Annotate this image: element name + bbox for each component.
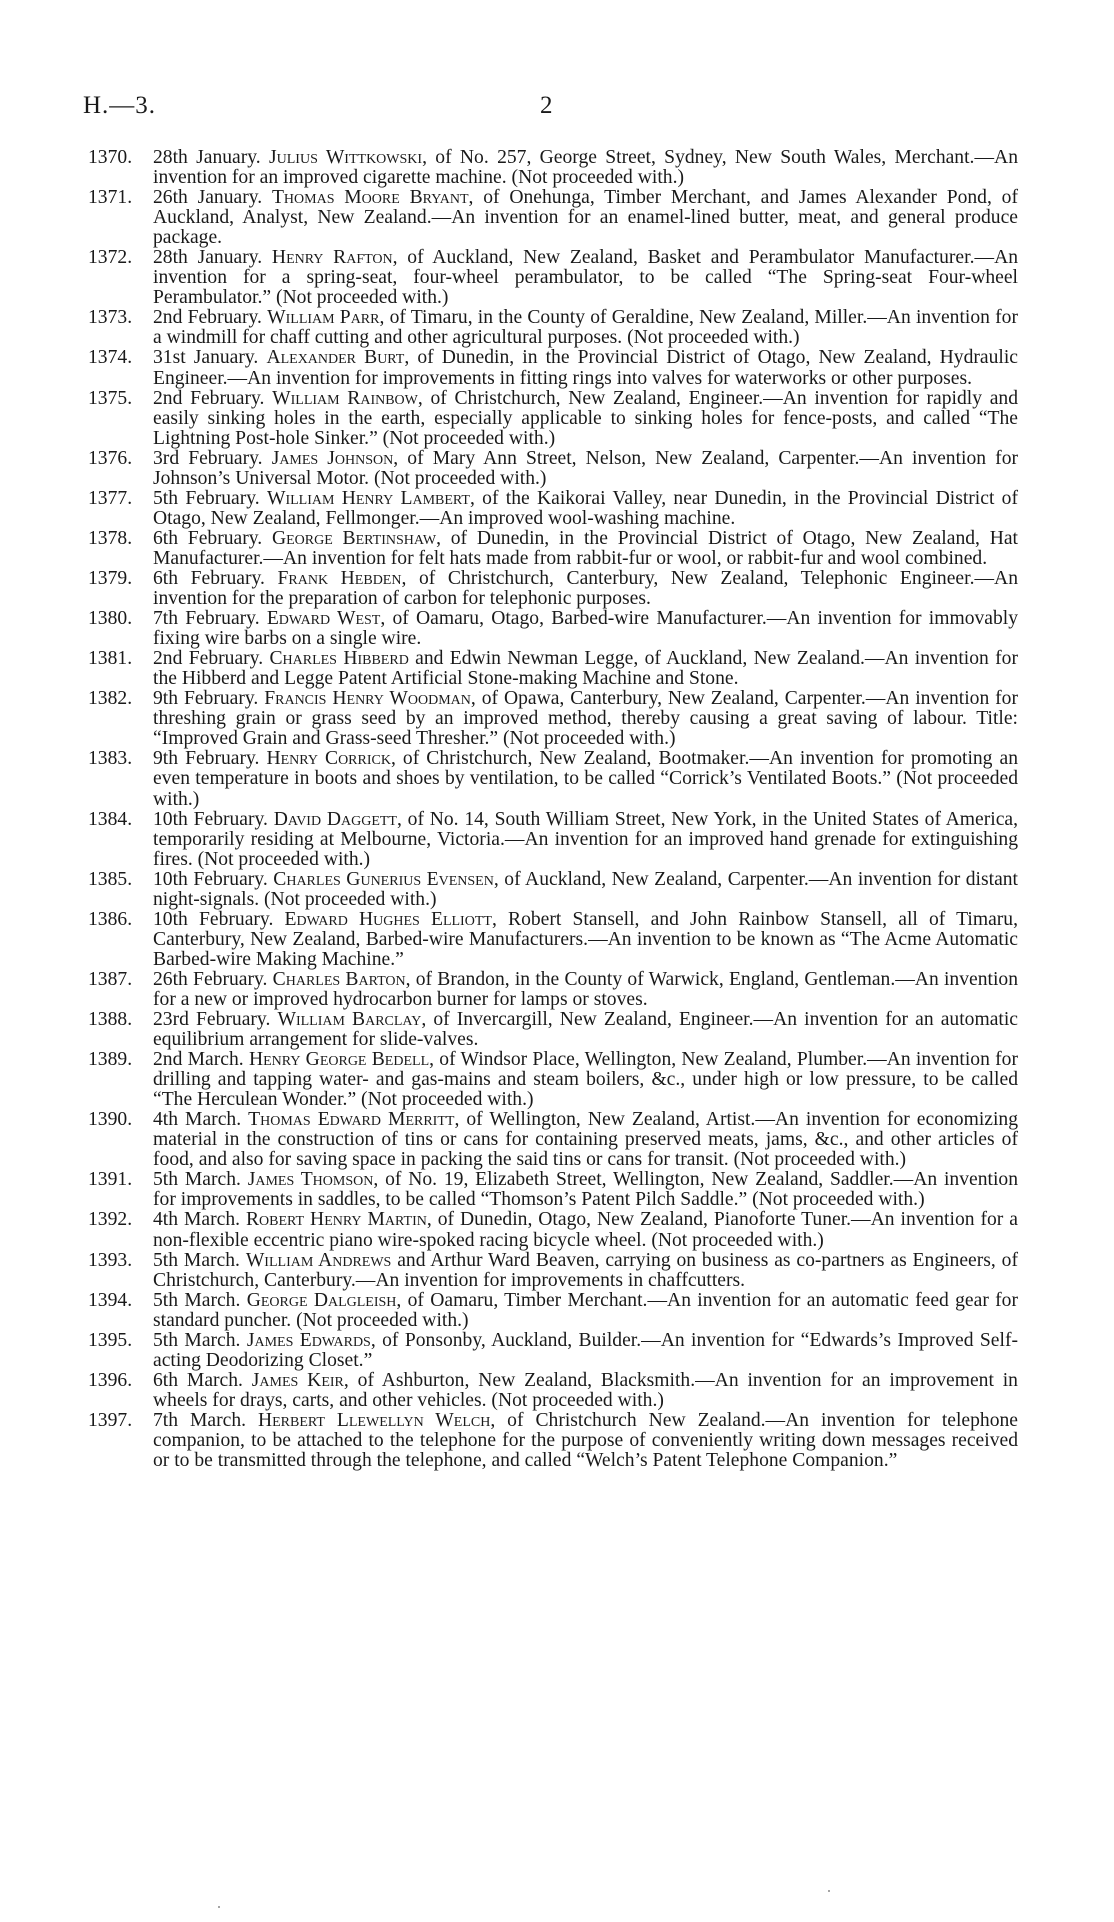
entry-text: [153, 1371, 1018, 1411]
applicant-name: Edward West: [266, 608, 381, 630]
patent-entry: [88, 609, 1018, 649]
entry-number: 1388.: [88, 1009, 133, 1031]
document-code: H.—3.: [83, 92, 157, 119]
entry-text: [153, 1210, 1018, 1250]
entry-text: [153, 1291, 1018, 1331]
patent-entries-list: [88, 148, 1018, 1471]
entry-number: 1392.: [88, 1209, 133, 1231]
entry-date: 10th February.: [153, 908, 274, 930]
entry-description: , of Wellington, New Zealand, Artist.—An invention for economizing material in the construction of tins or cans for containing preserved meats, jams, &c., and other articles of food, and also for saving space in packing the said tins or cans for transit. (Not proceeded with.): [153, 1109, 1019, 1171]
margin-speck: [828, 1890, 830, 1892]
entry-description: , of Brandon, in the County of Warwick, England, Gentleman.—An invention for a new or improved hydrocarbon burner for lamps or stoves.: [153, 968, 1018, 1010]
entry-date: 2nd February.: [153, 307, 262, 329]
entry-text: [153, 569, 1018, 609]
patent-entry: [88, 1251, 1018, 1291]
entry-date: 5th March.: [153, 1169, 241, 1191]
entry-description: , of Dunedin, in the Provincial District of Otago, New Zealand, Hat Manufacturer.—An invention for felt hats made from rabbit-fur or wool, or rabbit-fur and wool combined.: [153, 527, 1018, 569]
entry-date: 9th February.: [153, 688, 259, 710]
entry-text: [153, 609, 1018, 649]
patent-entry: [88, 1110, 1018, 1170]
entry-date: 31st January.: [153, 347, 259, 369]
applicant-name: Henry Corrick: [266, 748, 391, 770]
entry-number: 1393.: [88, 1249, 133, 1271]
patent-entry: [88, 569, 1018, 609]
entry-number: 1383.: [88, 748, 133, 770]
entry-number: 1374.: [88, 347, 133, 369]
entry-date: 10th February.: [153, 868, 268, 890]
entry-description: , of Christchurch, New Zealand, Engineer.—An invention for rapidly and easily sinking holes in the earth, especially applicable to sinking holes for fence-posts, and called “The Lightning Post-hole Sinker.” (Not proceeded with.): [153, 387, 1018, 449]
entry-description: , of Dunedin, in the Provincial District of Otago, New Zealand, Hydraulic Engineer.—An invention for improvements in fitting rings into valves for waterworks or other purposes.: [153, 347, 1018, 389]
entry-date: 4th March.: [153, 1109, 242, 1131]
entry-number: 1384.: [88, 808, 133, 830]
applicant-name: George Bertinshaw: [271, 527, 437, 549]
patent-entry: [88, 1331, 1018, 1371]
entry-text: [153, 308, 1018, 348]
entry-text: [153, 1110, 1018, 1170]
entry-date: 10th February.: [153, 808, 268, 830]
entry-description: , of Timaru, in the County of Geraldine, New Zealand, Miller.—An invention for a windmill for chaff cutting and other agricultural purposes. (Not proceeded with.): [153, 307, 1018, 349]
entry-date: 9th February.: [153, 748, 260, 770]
entry-date: 28th January.: [153, 247, 263, 269]
entry-date: 5th March.: [153, 1329, 241, 1351]
entry-number: 1371.: [88, 187, 133, 209]
patent-entry: [88, 1010, 1018, 1050]
applicant-name: William Andrews: [245, 1249, 392, 1271]
entry-date: 28th January.: [153, 147, 261, 168]
entry-description: , of Ponsonby, Auckland, Builder.—An invention for “Edwards’s Improved Self-acting Deodorizing Closet.”: [153, 1329, 1018, 1371]
entry-description: , of Auckland, New Zealand, Carpenter.—An invention for distant night-signals. (Not proceeded with.): [153, 868, 1019, 910]
entry-description: , of Auckland, New Zealand, Basket and Perambulator Manufacturer.—An invention for a spring-seat, four-wheel perambulator, to be called “The Spring-seat Four-wheel Perambulator.” (Not proceeded with.): [153, 247, 1019, 309]
entry-description: , of the Kaikorai Valley, near Dunedin, in the Provincial District of Otago, New Zealand, Fellmonger.—An improved wool-washing machine.: [153, 487, 1018, 529]
entry-description: and Arthur Ward Beaven, carrying on business as co-partners as Engineers, of Christchurch, Canterbury.—An invention for improvements in chaffcutters.: [153, 1249, 1018, 1291]
patent-entry: [88, 1411, 1018, 1471]
applicant-name: Julius Wittkowski: [269, 147, 423, 168]
entry-description: , of Oamaru, Otago, Barbed-wire Manufacturer.—An invention for immovably fixing wire barbs on a single wire.: [153, 608, 1019, 650]
applicant-name: James Edwards: [246, 1329, 371, 1351]
entry-number: 1380.: [88, 608, 133, 630]
patent-entry: [88, 449, 1018, 489]
entry-description: , of Mary Ann Street, Nelson, New Zealand, Carpenter.—An invention for Johnson’s Universal Motor. (Not proceeded with.): [153, 447, 1019, 489]
applicant-name: Alexander Burt: [266, 347, 405, 369]
entry-description: , of Christchurch, New Zealand, Bootmaker.—An invention for promoting an even temperature in boots and shoes by ventilation, to be called “Corrick’s Ventilated Boots.” (Not proceeded with.): [153, 748, 1019, 810]
entry-text: [153, 348, 1018, 388]
entry-date: 26th January.: [153, 187, 263, 209]
entry-description: , of Dunedin, Otago, New Zealand, Pianoforte Tuner.—An invention for a non-flexible eccentric piano wire-spoked racing bicycle wheel. (Not proceeded with.): [153, 1209, 1018, 1251]
patent-entry: [88, 910, 1018, 970]
margin-speck: [218, 1906, 220, 1908]
entry-text: [153, 529, 1018, 569]
applicant-name: Robert Henry Martin: [245, 1209, 427, 1231]
patent-entry: [88, 389, 1018, 449]
applicant-name: Frank Hebden: [277, 567, 402, 589]
applicant-name: George Dalgleish: [246, 1289, 397, 1311]
entry-date: 5th March.: [153, 1289, 241, 1311]
entry-description: , of Ashburton, New Zealand, Blacksmith.—An invention for an improvement in wheels for drays, carts, and other vehicles. (Not proceeded with.): [153, 1369, 1018, 1411]
entry-description: , of Windsor Place, Wellington, New Zealand, Plumber.—An invention for drilling and tapping water- and gas-mains and steam boilers, &c., under high or low pressure, to be called “The Herculean Wonder.” (Not proceeded with.): [153, 1049, 1018, 1111]
entry-text: [153, 1411, 1018, 1471]
applicant-name: Thomas Moore Bryant: [271, 187, 469, 209]
entry-number: 1390.: [88, 1109, 133, 1131]
entry-description: , of Onehunga, Timber Merchant, and James Alexander Pond, of Auckland, Analyst, New Zealand.—An invention for an enamel-lined butter, meat, and general produce package.: [153, 187, 1018, 249]
patent-entry: [88, 749, 1018, 809]
patent-entry: [88, 489, 1018, 529]
entry-number: 1376.: [88, 447, 133, 469]
entry-number: 1379.: [88, 567, 133, 589]
entry-number: 1378.: [88, 527, 133, 549]
entry-number: 1387.: [88, 968, 133, 990]
entry-number: 1385.: [88, 868, 133, 890]
entry-date: 5th March.: [153, 1249, 240, 1271]
entry-date: 4th March.: [153, 1209, 241, 1231]
patent-entry: [88, 1291, 1018, 1331]
patent-entry: [88, 649, 1018, 689]
entry-text: [153, 449, 1018, 489]
entry-number: 1370.: [88, 147, 133, 168]
entry-number: 1382.: [88, 688, 133, 710]
entry-description: , of No. 14, South William Street, New York, in the United States of America, temporarily residing at Melbourne, Victoria.—An invention for an improved hand grenade for extinguishing fires. (Not proceeded with.): [153, 808, 1018, 870]
entry-number: 1386.: [88, 908, 133, 930]
entry-number: 1397.: [88, 1409, 133, 1431]
entry-date: 7th March.: [153, 1409, 247, 1431]
entry-date: 26th February.: [153, 968, 268, 990]
entry-description: and Edwin Newman Legge, of Auckland, New Zealand.—An invention for the Hibberd and Legge Patent Artificial Stone-making Machine and Stone.: [153, 648, 1018, 690]
entry-text: [153, 489, 1018, 529]
entry-number: 1394.: [88, 1289, 133, 1311]
entry-number: 1372.: [88, 247, 133, 269]
applicant-name: Charles Hibberd: [269, 648, 409, 670]
patent-entry: [88, 870, 1018, 910]
entry-text: [153, 248, 1018, 308]
entry-text: [153, 188, 1018, 248]
entry-description: , of Christchurch New Zealand.—An invention for telephone companion, to be attached to the telephone for the purpose of conveniently writing down messages received or to be transmitted through the telephone, and called “Welch’s Patent Telephone Companion.”: [153, 1409, 1018, 1472]
entry-text: [153, 749, 1018, 809]
entry-number: 1377.: [88, 487, 133, 509]
entry-text: [153, 1010, 1018, 1050]
entry-text: [153, 1050, 1018, 1110]
applicant-name: William Rainbow: [272, 387, 418, 409]
entry-description: , Robert Stansell, and John Rainbow Stansell, all of Timaru, Canterbury, New Zealand, Barbed-wire Manufacturers.—An invention to be known as “The Acme Automatic Barbed-wire Making Machine.”: [153, 908, 1019, 970]
entry-description: , of Christchurch, Canterbury, New Zealand, Telephonic Engineer.—An invention for the preparation of carbon for telephonic purposes.: [153, 567, 1019, 610]
entry-date: 2nd February.: [153, 387, 265, 409]
entry-number: 1396.: [88, 1369, 133, 1391]
entry-description: , of Oamaru, Timber Merchant.—An invention for an automatic feed gear for standard puncher. (Not proceeded with.): [153, 1289, 1018, 1331]
entry-text: [153, 689, 1018, 749]
patent-entry: [88, 970, 1018, 1010]
entry-date: 23rd February.: [153, 1009, 271, 1031]
patent-entry: [88, 689, 1018, 749]
applicant-name: Thomas Edward Merritt: [248, 1109, 455, 1131]
page-number: 2: [540, 92, 553, 119]
entry-text: [153, 1331, 1018, 1371]
applicant-name: William Barclay: [277, 1009, 422, 1031]
entry-date: 5th February.: [153, 487, 260, 509]
patent-entry: [88, 148, 1018, 188]
applicant-name: William Parr: [267, 307, 380, 329]
entry-text: [153, 649, 1018, 689]
applicant-name: Charles Barton: [272, 968, 406, 990]
patent-entry: [88, 1050, 1018, 1110]
patent-entry: [88, 1170, 1018, 1210]
entry-date: 6th February.: [153, 527, 263, 549]
patent-entry: [88, 529, 1018, 569]
patent-entry: [88, 188, 1018, 248]
entry-date: 3rd February.: [153, 447, 263, 469]
applicant-name: Henry George Bedell: [248, 1049, 430, 1071]
entry-description: , of Opawa, Canterbury, New Zealand, Carpenter.—An invention for threshing grain or grass seed by an improved method, thereby causing a great saving of labour. Title: “Improved Grain and Grass-seed Thresher.” (Not proceeded with.): [153, 688, 1018, 750]
entry-date: 6th March.: [153, 1369, 243, 1391]
entry-date: 6th February.: [153, 567, 265, 589]
applicant-name: Herbert Llewellyn Welch: [257, 1409, 491, 1431]
entry-number: 1389.: [88, 1049, 133, 1071]
applicant-name: James Keir: [251, 1369, 344, 1391]
entry-description: , of Invercargill, New Zealand, Engineer.—An invention for an automatic equilibrium arrangement for slide-valves.: [153, 1009, 1018, 1051]
applicant-name: James Johnson: [271, 447, 394, 469]
entry-number: 1395.: [88, 1329, 133, 1351]
entry-text: [153, 1251, 1018, 1291]
applicant-name: James Thomson: [247, 1169, 374, 1191]
patent-entry: [88, 308, 1018, 348]
applicant-name: Francis Henry Woodman: [264, 688, 471, 710]
entry-number: 1391.: [88, 1169, 133, 1191]
entry-text: [153, 389, 1018, 449]
entry-text: [153, 810, 1018, 870]
entry-text: [153, 910, 1018, 970]
patent-entry: [88, 1371, 1018, 1411]
entry-text: [153, 870, 1018, 910]
entry-number: 1375.: [88, 387, 133, 409]
patent-entry: [88, 1210, 1018, 1250]
patent-entry: [88, 348, 1018, 388]
entry-text: [153, 148, 1018, 188]
entry-number: 1373.: [88, 307, 133, 329]
applicant-name: William Henry Lambert: [266, 487, 470, 509]
entry-date: 7th February.: [153, 608, 260, 630]
patent-entry: [88, 248, 1018, 308]
entry-number: 1381.: [88, 648, 133, 670]
applicant-name: David Daggett: [273, 808, 397, 830]
patent-entry: [88, 810, 1018, 870]
entry-date: 2nd February.: [153, 648, 264, 670]
entry-description: , of No. 19, Elizabeth Street, Wellington, New Zealand, Saddler.—An invention for improvements in saddles, to be called “Thomson’s Patent Pilch Saddle.” (Not proceeded with.): [153, 1169, 1018, 1211]
applicant-name: Edward Hughes Elliott: [284, 908, 492, 930]
entry-description: , of No. 257, George Street, Sydney, New South Wales, Merchant.—An invention for an improved cigarette machine. (Not proceeded with.): [153, 147, 1018, 189]
entry-text: [153, 970, 1018, 1010]
applicant-name: Charles Gunerius Evensen: [273, 868, 494, 890]
entry-date: 2nd March.: [153, 1049, 244, 1071]
entry-text: [153, 1170, 1018, 1210]
applicant-name: Henry Rafton: [271, 247, 393, 269]
